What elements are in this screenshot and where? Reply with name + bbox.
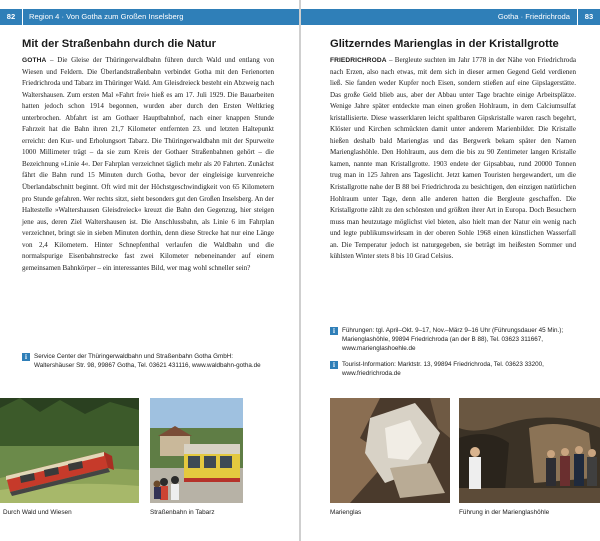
body-text: – Bergleute suchten im Jahr 1778 in der Nähe von Friedrichroda nach Erzen, also nach etwas, mit dem sich in dieser armen Gegend Geld verdienen ließ. Sie fanden weder Kupfer noch Eisen, sondern stießen auf eine Gipslagerstätte. Das große Geld blieb aus, aber der Abbau unter Tage brachte einige Arbeitsplätze. Wenige Jahre später entdeckte man einen großen Hohlraum, in dem Calciumsulfat kristallisierte. Diese wasserklaren leicht spaltbaren Gipskristalle waren rasch begehrt, Klöster und Kirchen schmückten damit unter anderem Marienbilder. Die Kristalle hießen deshalb bald Marienglas und das Bergwerk bekam später den Namen Marienglashöhle. Den Hohlraum, aus dem die bis zu 90 Zentimeter langen Kristalle kamen, nannte man Kristallgrotte. 1903 endete der Gipsabbau, rund 20000 Tonnen trug man in 125 Jahren ans Tageslicht. Jetzt kamen Touristen hergewandert, um die Kristallgrotte nahe der B 88 bei Friedrichroda zu besichtigen, den einzigen natürlichen Hohlraum unter Tage, denn alle anderen hatten die Bergleute geschaffen. Die Kristallgrotte zählt zu den schönsten und größten ihrer Art in Europa. Doch Besuchern muss man heutzutage möglichst viel bieten, also hielt man der Natur ein wenig nach und legte publikumswirksam in der oberen Sohle 1968 einen künstlichen Wasserfall an. Die Temperatur jedoch ist naturgegeben, sie beträgt im heißesten Sommer und kühlsten Winter stets 8 bis 10 Grad Celsius. <box>330 56 576 261</box>
page-number: 83 <box>577 9 600 25</box>
running-header <box>0 9 299 25</box>
info-box-tourist <box>330 360 576 378</box>
article-body <box>330 55 576 263</box>
body-text: – Die Gleise der Thüringerwaldbahn führen durch Wald und entlang von Wiesen und Feldern. Die Überlandstraßenbahn verbindet Gotha mit den Ferienorten Friedrichroda und Tabarz im Thüringer Wald. Am Gleisdreieck besteht ein Abzweig nach Waltershausen. Zum ersten Mal »Fahrt frei« hieß es am 17. Juli 1929. Die Bauarbeiten hatten jedoch schon 1914 begonnen, wurden aber durch den Ersten Weltkrieg unterbrochen. Abfahrt ist am Gothaer Hauptbahnhof, nach einer knappen Stunde Fahrzeit hat die Bahn ihren 21,7 Kilometer entfernten 23. und letzten Haltepunkt erreicht: den Kur- und Erholungsort Tabarz. Die Thüringerwaldbahn mit der Spurweite 1000 Millimeter trägt – da sie zum Kreis der Gothaer Straßenbahnen gehört – die Bezeichnung »Linie 4«. Der Fahrplan verzeichnet täglich mehr als 20 Fahrten. Zunächst fährt die Bahn rund 15 Minuten durch Gotha, bevor der eingleisige kurvenreiche Überlandabschnitt beginnt. Oft wird mit der Höchstgeschwindigkeit von 65 Kilometern pro Stunde gefahren. Wer rechts sitzt, sieht besonders gut den Großen Inselsberg. An der Haltestelle »Waltershausen Gleisdreieck« kreuzt die Bahn den Gegenzug, hier steigen jene aus, deren Ziel Waltershausen ist. Die Anschlussbahn, als Linie 6 im Fahrplan verzeichnet, bringt sie in sieben Minuten dorthin, denn diese Strecke hat nur eine Länge von 2,4 Kilometern. Hinter Schnepfenthal verlaufen die Waldbahn und die normalspurige Eisenbahnstrecke fast zwei Kilometer nebeneinander auf einem gemeinsamen Bahnkörper – ein interessantes Bild, wer mag wohl schneller sein? <box>22 56 274 272</box>
info-box <box>22 352 274 370</box>
info-text: Tourist-Information: Marktstr. 13, 99894 Friedrichroda, Tel. 03623 33200, www.friedrichroda.de <box>342 361 544 377</box>
photo-caption: Führung in der Marienglashöhle <box>459 509 550 516</box>
running-header <box>301 9 600 25</box>
article-title: Glitzerndes Marienglas in der Kristallgrotte <box>330 38 559 50</box>
photo-caption: Durch Wald und Wiesen <box>3 509 72 516</box>
header-text: Region 4 · Von Gotha zum Großen Inselsberg <box>29 12 184 21</box>
photo-caption: Straßenbahn in Tabarz <box>150 509 215 516</box>
lead-word: FRIEDRICHRODA <box>330 57 387 64</box>
header-text: Gotha · Friedrichroda <box>497 12 570 21</box>
left-page <box>0 0 299 541</box>
info-icon: i <box>330 361 338 369</box>
info-icon: i <box>330 327 338 335</box>
photo-tram-meadow <box>0 398 139 503</box>
photo-marienglas <box>330 398 450 503</box>
photo-tram-tabarz <box>150 398 243 503</box>
info-box-tours <box>330 326 576 353</box>
photo-caption: Marienglas <box>330 509 362 516</box>
photo-cave-tour <box>459 398 600 503</box>
right-page <box>301 0 600 541</box>
page-number: 82 <box>0 9 23 25</box>
info-text: Führungen: tgl. April–Okt. 9–17, Nov.–März 9–16 Uhr (Führungsdauer 45 Min.); Marienglashöhle, 99894 Friedrichroda (an der B 88), Tel. 03623 311667, www.marienglashoehle.de <box>342 327 564 352</box>
article-body <box>22 55 274 274</box>
article-title: Mit der Straßenbahn durch die Natur <box>22 38 216 50</box>
info-icon: i <box>22 353 30 361</box>
info-text: Service Center der Thüringerwaldbahn und Straßenbahn Gotha GmbH: Waltershäuser Str. 98, 99867 Gotha, Tel. 03621 431116, www.waldbahn-gotha.de <box>34 353 261 369</box>
lead-word: GOTHA <box>22 57 47 64</box>
